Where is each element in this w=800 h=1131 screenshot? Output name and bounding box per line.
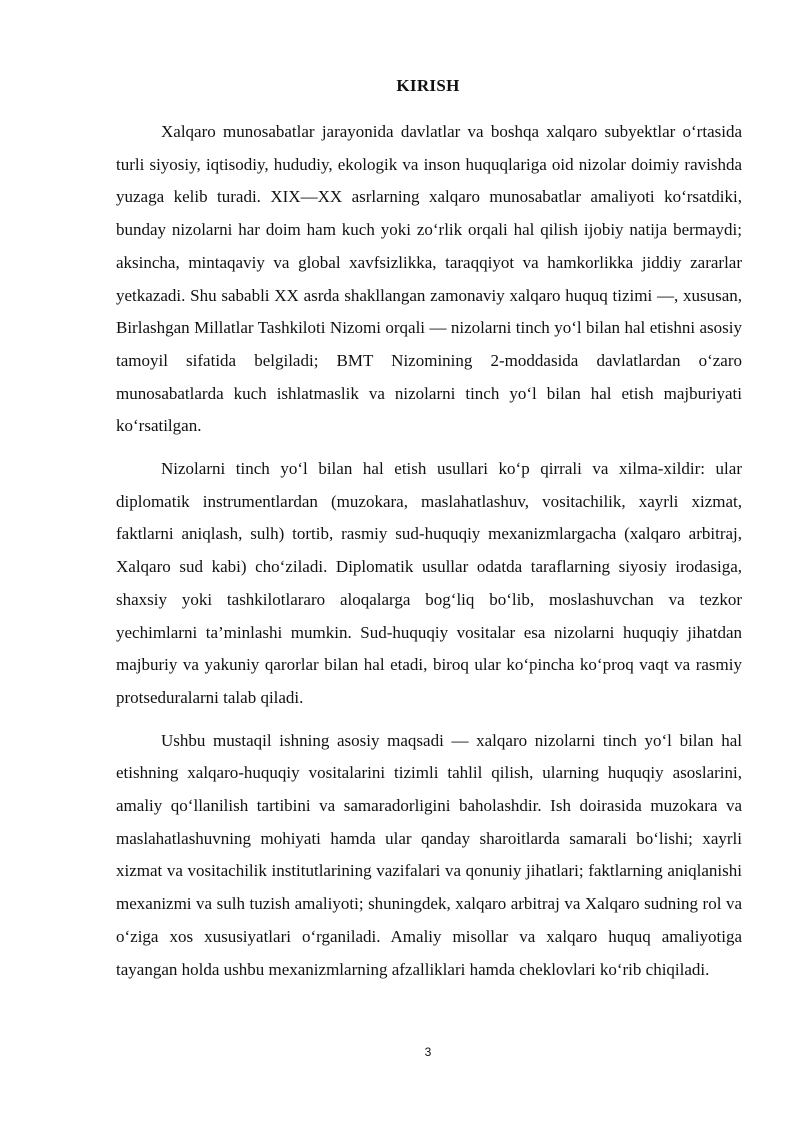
- paragraph-purpose: Ushbu mustaqil ishning asosiy maqsadi — xalqaro nizolarni tinch yo‘l bilan hal etishning xalqaro-huquqiy vositalarini tizimli tahlil qilish, ularning huquqiy asoslarini, amaliy qo‘llanilish tartibini va samaradorligini baholashdir. Ish doirasida muzokara va maslahatlashuvning mohiyati hamda ular qanday sharoitlarda samarali bo‘lishi; xayrli xizmat va vositachilik institutlarining vazifalari va qonuniy jihatlari; faktlarning aniqlanishi mexanizmi va sulh tuzish amaliyoti; shuningdek, xalqaro arbitraj va Xalqaro sudning rol va o‘ziga xos xususiyatlari o‘rganiladi. Amaliy misollar va xalqaro huquq amaliyotiga tayangan holda ushbu mexanizmlarning afzalliklari hamda cheklovlari ko‘rib chiqiladi.: [116, 730, 742, 979]
- page-number: 3: [424, 1045, 432, 1059]
- page-title: KIRISH: [396, 76, 460, 95]
- paragraph-intro: Xalqaro munosabatlar jarayonida davlatlar va boshqa xalqaro subyektlar o‘rtasida turli siyosiy, iqtisodiy, hududiy, ekologik va inson huquqlariga oid nizolar doimiy ravishda yuzaga kelib turadi. XIX—XX asrlarning xalqaro munosabatlar amaliyoti ko‘rsatdiki, bunday nizolarni har doim ham kuch yoki zo‘rlik orqali hal qilish ijobiy natija bermaydi; aksincha, mintaqaviy va global xavfsizlikka, taraqqiyot va hamkorlikka jiddiy zararlar yetkazadi. Shu sababli XX asrda shakllangan zamonaviy xalqaro huquq tizimi —, xususan, Birlashgan Millatlar Tashkiloti Nizomi orqali — nizolarni tinch yo‘l bilan hal etishni asosiy tamoyil sifatida belgiladi; BMT Nizomining 2-moddasida davlatlardan o‘zaro munosabatlarda kuch ishlatmaslik va nizolarni tinch yo‘l bilan hal etish majburiyati ko‘rsatilgan.: [116, 122, 742, 436]
- document-body: [116, 116, 742, 996]
- paragraph-methods: Nizolarni tinch yo‘l bilan hal etish usullari ko‘p qirrali va xilma-xildir: ular diplomatik instrumentlardan (muzokara, maslahatlashuv, vositachilik, xayrli xizmat, faktlarni aniqlash, sulh) tortib, rasmiy sud-huquqiy mexanizmlargacha (xalqaro arbitraj, Xalqaro sud kabi) cho‘ziladi. Diplomatik usullar odatda taraflarning siyosiy irodasiga, shaxsiy yoki tashkilotlararo aloqalarga bog‘liq bo‘lib, moslashuvchan va tezkor yechimlarni ta’minlashi mumkin. Sud-huquqiy vositalar esa nizolarni huquqiy jihatdan majburiy va yakuniy qarorlar bilan hal etadi, biroq ular ko‘pincha ko‘proq vaqt va rasmiy protseduralarni talab qiladi.: [116, 459, 742, 707]
